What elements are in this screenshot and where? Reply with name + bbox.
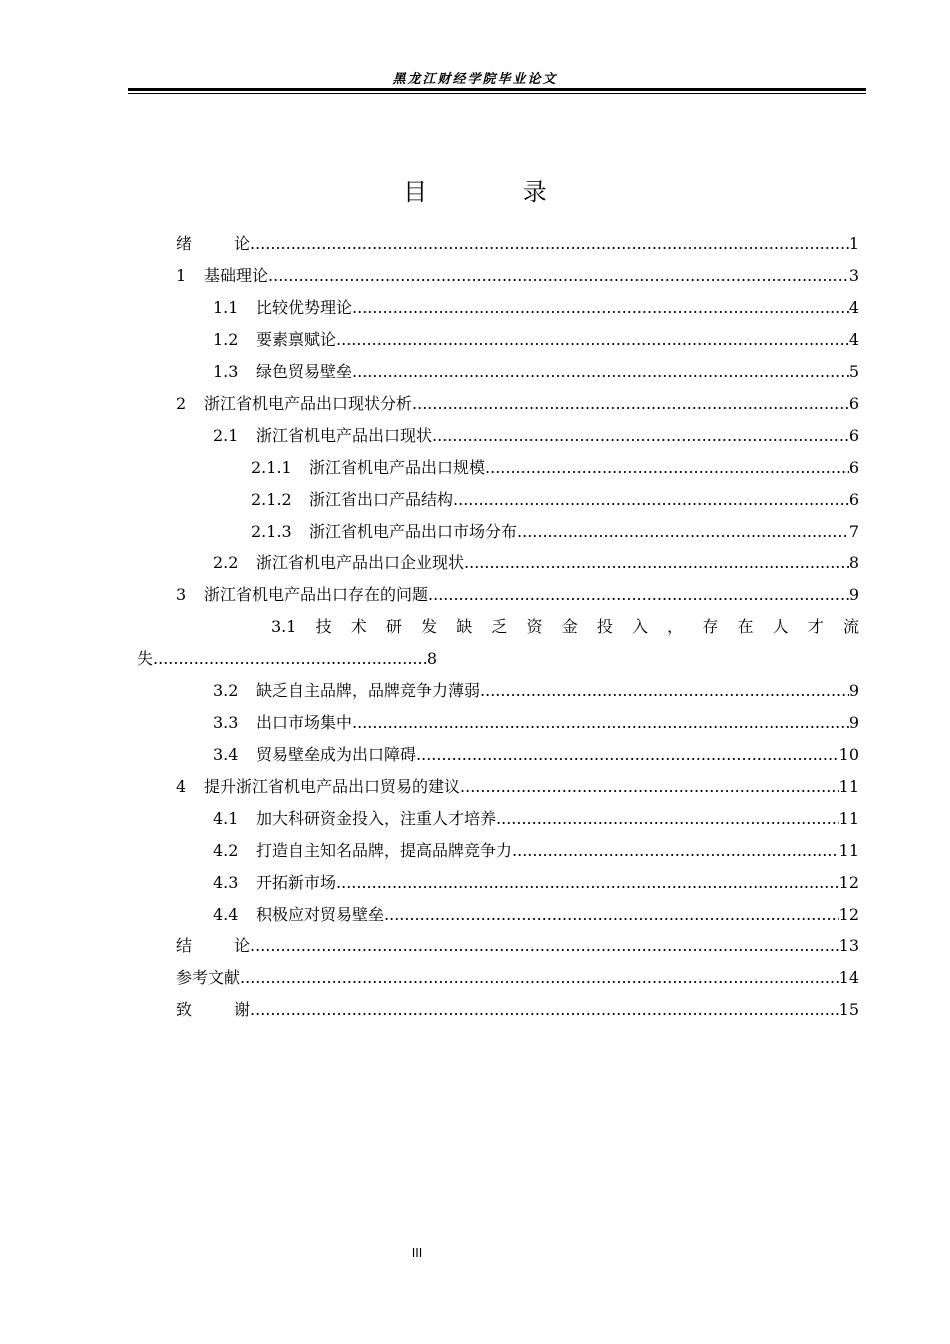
toc-page-number: 6	[848, 426, 859, 445]
toc-entry-char: 术	[350, 617, 367, 636]
toc-page-number: 11	[838, 777, 859, 796]
toc-entry-char: 发	[421, 617, 438, 636]
toc-leader-dots	[428, 583, 849, 607]
toc-entry-section-2-1[interactable]	[213, 424, 859, 448]
toc-entry-char: ，	[667, 617, 684, 636]
toc-entry-text: 结 论	[176, 936, 251, 955]
toc-entry-number: 4.2	[213, 841, 239, 860]
toc-entry-text: 绿色贸易壁垒	[256, 362, 353, 381]
toc-entry-number: 4.4	[213, 905, 239, 924]
toc-entry-chapter-3[interactable]	[176, 583, 859, 607]
toc-entry-char: 人	[772, 617, 789, 636]
toc-entry-section-4-1[interactable]	[213, 807, 859, 831]
toc-page-number: 9	[848, 681, 859, 700]
toc-page-number: 11	[838, 841, 859, 860]
toc-leader-dots	[464, 551, 849, 575]
toc-page-number: 6	[848, 490, 859, 509]
toc-leader-dots	[268, 264, 849, 288]
toc-entry-number: 4.1	[213, 809, 239, 828]
toc-page-number: 12	[838, 905, 859, 924]
toc-entry-char: 研	[385, 617, 402, 636]
toc-entry-subsection-2-1-3[interactable]	[251, 520, 859, 544]
toc-page-number: 14	[838, 968, 859, 987]
toc-leader-dots	[496, 807, 839, 831]
toc-page-number: 6	[848, 458, 859, 477]
toc-entry-text: 浙江省机电产品出口现状	[256, 426, 433, 445]
toc-entry-section-3-1-continued[interactable]	[137, 647, 437, 671]
toc-entry-text: 贸易壁垒成为出口障碍	[256, 745, 417, 764]
toc-entry-number: 1.3	[213, 362, 239, 381]
toc-entry-char: 缺	[456, 617, 473, 636]
toc-entry-char: 技	[315, 617, 332, 636]
toc-page-number: 8	[426, 649, 437, 668]
toc-entry-subsection-2-1-2[interactable]	[251, 488, 859, 512]
toc-entry-text: 浙江省机电产品出口市场分布	[309, 522, 518, 541]
toc-entry-text: 比较优势理论	[256, 298, 353, 317]
toc-entry-text: 出口市场集中	[256, 713, 353, 732]
toc-entry-acknowledgements[interactable]	[176, 998, 859, 1022]
toc-entry-section-4-2[interactable]	[213, 839, 859, 863]
toc-entry-conclusion[interactable]	[176, 934, 859, 958]
toc-entry-text: 缺乏自主品牌，品牌竞争力薄弱	[256, 681, 481, 700]
toc-leader-dots	[416, 743, 839, 767]
toc-entry-section-1-2[interactable]	[213, 328, 859, 352]
toc-entry-section-3-2[interactable]	[213, 679, 859, 703]
toc-leader-dots	[453, 488, 849, 512]
toc-entry-number: 2.1	[213, 426, 239, 445]
toc-entry-number: 3.4	[213, 745, 239, 764]
toc-entry-number: 3.2	[213, 681, 239, 700]
toc-leader-dots	[250, 934, 839, 958]
running-header: 黑龙江财经学院毕业论文	[392, 72, 558, 87]
toc-entry-number: 3.3	[213, 713, 239, 732]
toc-entry-number: 2	[176, 394, 187, 413]
toc-entry-text: 浙江省机电产品出口企业现状	[256, 553, 465, 572]
toc-page-number: 15	[838, 1000, 859, 1019]
toc-entry-number: 2.1.2	[251, 490, 292, 509]
toc-entry-char: 资	[526, 617, 543, 636]
header-rule-thick	[128, 88, 866, 91]
toc-entry-number: 2.1.3	[251, 522, 292, 541]
toc-leader-dots	[485, 456, 849, 480]
toc-leader-dots	[517, 520, 849, 544]
toc-entry-section-4-3[interactable]	[213, 871, 859, 895]
page-number: III	[411, 1246, 423, 1260]
toc-entry-char: 存	[702, 617, 719, 636]
toc-entry-references[interactable]	[176, 966, 859, 990]
toc-entry-number: 1	[176, 266, 187, 285]
toc-page-number: 4	[848, 298, 859, 317]
toc-entry-text: 浙江省机电产品出口存在的问题	[204, 585, 429, 604]
toc-entry-text: 积极应对贸易壁垒	[256, 905, 385, 924]
toc-leader-dots	[352, 296, 849, 320]
toc-leader-dots	[336, 328, 849, 352]
toc-leader-dots	[352, 360, 849, 384]
toc-entry-number: 2.1.1	[251, 458, 292, 477]
toc-page-number: 12	[838, 873, 859, 892]
toc-entry-text: 提升浙江省机电产品出口贸易的建议	[204, 777, 461, 796]
toc-page-number: 11	[838, 809, 859, 828]
toc-entry-section-3-4[interactable]	[213, 743, 859, 767]
toc-entry-number: 4	[176, 777, 187, 796]
toc-entry-text: 浙江省机电产品出口规模	[309, 458, 486, 477]
toc-entry-chapter-1[interactable]	[176, 264, 859, 288]
toc-entry-char: 乏	[491, 617, 508, 636]
toc-entry-char: 金	[561, 617, 578, 636]
toc-leader-dots	[352, 711, 849, 735]
toc-entry-text: 失	[137, 649, 154, 668]
toc-entry-number: 3	[176, 585, 187, 604]
toc-entry-char: 才	[807, 617, 824, 636]
toc-entry-text: 要素禀赋论	[256, 330, 337, 349]
toc-leader-dots	[412, 392, 849, 416]
toc-page-number: 9	[848, 585, 859, 604]
toc-entry-introduction[interactable]	[176, 232, 859, 256]
toc-leader-dots	[432, 424, 849, 448]
toc-page-number: 8	[848, 553, 859, 572]
toc-page-number: 6	[848, 394, 859, 413]
toc-entry-text: 绪 论	[176, 234, 251, 253]
toc-entry-text: 浙江省机电产品出口现状分析	[204, 394, 413, 413]
toc-entry-subsection-2-1-1[interactable]	[251, 456, 859, 480]
toc-entry-section-1-1[interactable]	[213, 296, 859, 320]
toc-entry-chapter-2[interactable]	[176, 392, 859, 416]
toc-leader-dots	[153, 647, 427, 671]
toc-leader-dots	[512, 839, 839, 863]
toc-entry-char: 入	[632, 617, 649, 636]
toc-entry-section-2-2[interactable]	[213, 551, 859, 575]
toc-page-number: 1	[848, 234, 859, 253]
toc-entry-char: 在	[737, 617, 754, 636]
toc-entry-section-4-4[interactable]	[213, 903, 859, 927]
toc-entry-number: 1.2	[213, 330, 239, 349]
toc-page-number: 9	[848, 713, 859, 732]
toc-leader-dots	[480, 679, 849, 703]
toc-page-number: 13	[838, 936, 859, 955]
toc-page-number: 10	[838, 745, 859, 764]
toc-entry-text: 加大科研资金投入，注重人才培养	[256, 809, 497, 828]
toc-entry-text: 浙江省出口产品结构	[309, 490, 454, 509]
toc-entry-char: 流	[842, 617, 859, 636]
toc-page-number: 3	[848, 266, 859, 285]
toc-entry-char: 投	[596, 617, 613, 636]
toc-leader-dots	[336, 871, 839, 895]
toc-entry-number: 4.3	[213, 873, 239, 892]
toc-page-number: 4	[848, 330, 859, 349]
toc-entry-text: 基础理论	[204, 266, 269, 285]
toc-leader-dots	[250, 232, 849, 256]
toc-leader-dots	[460, 775, 839, 799]
toc-entry-section-3-1[interactable]	[213, 615, 859, 639]
toc-entry-number: 1.1	[213, 298, 239, 317]
header-rule-thin	[128, 93, 866, 94]
toc-entry-text: 打造自主知名品牌，提高品牌竞争力	[256, 841, 513, 860]
toc-leader-dots	[384, 903, 839, 927]
toc-entry-text: 致 谢	[176, 1000, 251, 1019]
toc-entry-section-1-3[interactable]	[213, 360, 859, 384]
toc-leader-dots	[250, 998, 839, 1022]
toc-page-number: 5	[848, 362, 859, 381]
toc-page-number: 7	[848, 522, 859, 541]
toc-entry-text: 参考文献	[176, 968, 241, 987]
toc-entry-text: 开拓新市场	[256, 873, 337, 892]
toc-entry-number: 3.1	[271, 617, 297, 636]
toc-entry-number: 2.2	[213, 553, 239, 572]
toc-leader-dots	[240, 966, 839, 990]
toc-entry-chapter-4[interactable]	[176, 775, 859, 799]
toc-entry-section-3-3[interactable]	[213, 711, 859, 735]
toc-title: 目 录	[403, 178, 591, 206]
